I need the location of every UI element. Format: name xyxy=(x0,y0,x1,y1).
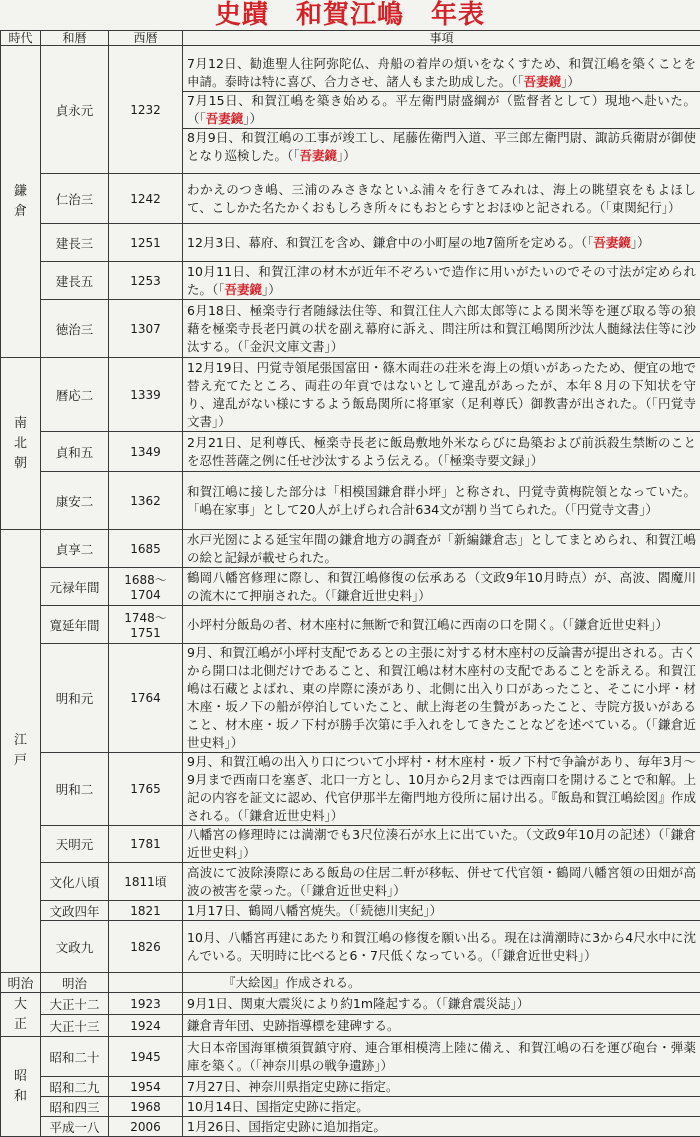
table-row xyxy=(1,174,700,224)
event-entry: わかえのつき嶋、三浦のみさきなといふ浦々を行きてみれは、海上の眺望哀をもよほして、こしかた名たかくおもしろき所々にもおとらすとおほゆと記される。（「東関紀行」） xyxy=(187,181,696,217)
table-row xyxy=(1,530,700,568)
year-cell: 1349 xyxy=(109,432,183,472)
header-era: 和暦 xyxy=(41,31,109,46)
year-cell: 1781 xyxy=(109,826,183,863)
table-row xyxy=(1,262,700,300)
period-label: 南北朝 xyxy=(13,414,29,474)
era-cell: 文化八頃 xyxy=(41,863,109,901)
year-cell: 1253 xyxy=(109,262,183,300)
event-cell xyxy=(183,921,700,973)
header-event: 事項 xyxy=(183,31,700,46)
event-cell xyxy=(183,1015,700,1037)
period-label: 江戸 xyxy=(13,731,29,771)
table-row xyxy=(1,224,700,262)
event-entry: 7月12日、勧進聖人往阿弥陀仏、舟船の着岸の煩いをなくすため、和賀江嶋を築くことを申請。泰時は特に喜び、合力させ、諸人もまた助成した。（「吾妻鏡」） xyxy=(187,55,696,91)
era-cell: 寛延年間 xyxy=(41,606,109,644)
event-cell xyxy=(183,1037,700,1077)
source-citation: 吾妻鏡 xyxy=(206,111,244,126)
event-entry: 7月27日、神奈川県指定史跡に指定。 xyxy=(187,1078,696,1096)
event-entry: 小坪村分飯島の者、材木座村に無断で和賀江嶋に西南の口を開く。（「鎌倉近世史料」） xyxy=(187,616,696,634)
table-row xyxy=(1,432,700,472)
era-cell: 昭和二九 xyxy=(41,1077,109,1097)
era-cell: 貞享二 xyxy=(41,530,109,568)
table-row xyxy=(1,826,700,863)
table-row xyxy=(1,863,700,901)
table-row xyxy=(1,753,700,826)
era-cell: 平成一八 xyxy=(41,1117,109,1137)
source-citation: 吾妻鏡 xyxy=(593,235,631,250)
source-citation: 吾妻鏡 xyxy=(300,148,338,163)
year-cell: 1362 xyxy=(109,472,183,530)
year-cell: 1765 xyxy=(109,753,183,826)
event-cell xyxy=(183,432,700,472)
table-row xyxy=(1,921,700,973)
event-cell xyxy=(183,46,700,174)
page-title: 史蹟 和賀江嶋 年表 xyxy=(0,0,700,30)
table-row xyxy=(1,472,700,530)
era-cell: 元禄年間 xyxy=(41,568,109,606)
event-entry: 9月、和賀江嶋の出入り口について小坪村・材木座村・坂ノ下村で争論があり、毎年3月～9月まで西南口を塞ぎ、北口一方とし、10月から2月までは西南口を開けることで和解。上記の内容を証文に認め、代官伊那半左衛門地方役所に届け出る。『飯島和賀江嶋絵図』作成される。（「鎌倉近世史料」） xyxy=(187,753,696,825)
era-cell: 天明元 xyxy=(41,826,109,863)
event-cell xyxy=(183,358,700,432)
period-cell xyxy=(1,993,41,1037)
year-cell: 1307 xyxy=(109,300,183,358)
table-row xyxy=(1,46,700,174)
event-entry: 10月14日、国指定史跡に指定。 xyxy=(187,1098,696,1116)
era-cell: 建長三 xyxy=(41,224,109,262)
era-cell: 文政九 xyxy=(41,921,109,973)
event-entry: 12月3日、幕府、和賀江を含め、鎌倉中の小町屋の地7箇所を定める。（「吾妻鏡」） xyxy=(187,234,696,252)
event-entry: 鎌倉青年団、史跡指導標を建碑する。 xyxy=(187,1017,696,1035)
event-entry: 和賀江嶋に接した部分は「相模国鎌倉群小坪」と称され、円覚寺黄梅院領となっていた。「嶋在家事」として20人が上げられ合計634文が割り当てられた。（「円覚寺文書」） xyxy=(187,483,696,519)
period-cell xyxy=(1,973,41,993)
event-entry: 8月9日、和賀江嶋の工事が竣工し、尾藤佐衛門入道、平三郎左衛門尉、諏訪兵衛尉が御使となり巡検した。（「吾妻鏡」） xyxy=(183,128,700,165)
event-entry: 1月26日、国指定史跡に追加指定。 xyxy=(187,1118,696,1136)
year-cell: 1826 xyxy=(109,921,183,973)
year-cell: 1821 xyxy=(109,901,183,921)
era-cell: 大正十二 xyxy=(41,993,109,1015)
table-row xyxy=(1,606,700,644)
era-cell: 貞永元 xyxy=(41,46,109,174)
event-cell xyxy=(183,1077,700,1097)
era-cell: 明和二 xyxy=(41,753,109,826)
table-row xyxy=(1,644,700,753)
period-label: 昭和 xyxy=(13,1067,29,1107)
event-entry: 10月11日、和賀江津の材木が近年不ぞろいで造作に用いがたいのでその寸法が定められた。（「吾妻鏡」） xyxy=(187,263,696,299)
event-entry: 大日本帝国海軍横須賀鎮守府、連合軍相模湾上陸に備え、和賀江嶋の石を運び砲台・弾薬庫を築く。（「神奈川県の戦争遺跡」） xyxy=(187,1039,696,1075)
event-entry: 6月18日、極楽寺行者随縁法住等、和賀江住人六郎太郎等による関米等を運び取る等の狼藉を極楽寺長老円眞の状を副え幕府に訴え、問注所は和賀江嶋関所沙汰人髄縁法住等に沙汰する。（「金沢文庫文書」） xyxy=(187,302,696,356)
year-cell: 1945 xyxy=(109,1037,183,1077)
event-entry: 高波にて波除湊際にある飯島の住居二軒が移転、併せて代官領・鶴岡八幡宮領の田畑が高波の被害を蒙った。（「鎌倉近世史料」） xyxy=(187,864,696,900)
era-cell: 暦応二 xyxy=(41,358,109,432)
event-cell xyxy=(183,863,700,901)
year-cell: 1685 xyxy=(109,530,183,568)
year-cell: 1968 xyxy=(109,1097,183,1117)
table-row xyxy=(1,1117,700,1137)
event-entry: 7月15日、和賀江嶋を築き始める。平左衛門尉盛綱が（監督者として）現地へ赴いた。（「吾妻鏡」） xyxy=(183,91,700,128)
era-cell: 貞和五 xyxy=(41,432,109,472)
period-cell xyxy=(1,46,41,358)
table-row xyxy=(1,1015,700,1037)
event-entry: 八幡宮の修理時には満潮でも3尺位湊石が水上に出ていた。（文政9年10月の記述）（「鎌倉近世史料」） xyxy=(187,826,696,862)
table-row xyxy=(1,358,700,432)
era-cell: 昭和四三 xyxy=(41,1097,109,1117)
event-cell xyxy=(183,1117,700,1137)
chronology-table xyxy=(0,30,700,1137)
header-year: 西暦 xyxy=(109,31,183,46)
event-cell xyxy=(183,826,700,863)
event-cell xyxy=(183,753,700,826)
event-cell xyxy=(183,472,700,530)
event-cell xyxy=(183,530,700,568)
table-row xyxy=(1,1077,700,1097)
year-cell: 1339 xyxy=(109,358,183,432)
year-cell: 1924 xyxy=(109,1015,183,1037)
event-entry: 1月17日、鶴岡八幡宮焼失。（「続徳川実紀」） xyxy=(187,902,696,920)
era-cell: 仁治三 xyxy=(41,174,109,224)
year-cell: 1232 xyxy=(109,46,183,174)
era-cell: 昭和二十 xyxy=(41,1037,109,1077)
era-cell: 建長五 xyxy=(41,262,109,300)
year-cell: 1954 xyxy=(109,1077,183,1097)
period-label: 鎌倉 xyxy=(13,182,29,222)
table-row xyxy=(1,993,700,1015)
year-cell: 1688～1704 xyxy=(109,568,183,606)
source-citation: 吾妻鏡 xyxy=(524,74,562,89)
table-row xyxy=(1,901,700,921)
era-cell: 文政四年 xyxy=(41,901,109,921)
year-cell: 1242 xyxy=(109,174,183,224)
event-entry: 鶴岡八幡宮修理に際し、和賀江嶋修復の伝承ある（文政9年10月時点）が、高波、閻魔川の流木にて押崩された。（「鎌倉近世史料」） xyxy=(187,569,696,605)
table-row xyxy=(1,1037,700,1077)
event-cell xyxy=(183,224,700,262)
year-cell: 1748～1751 xyxy=(109,606,183,644)
period-cell xyxy=(1,358,41,530)
source-citation: 吾妻鏡 xyxy=(225,282,263,297)
table-header-row xyxy=(1,31,700,46)
event-cell xyxy=(183,300,700,358)
year-cell xyxy=(109,973,183,993)
era-cell: 明和元 xyxy=(41,644,109,753)
year-cell: 2006 xyxy=(109,1117,183,1137)
era-cell: 明治 xyxy=(41,973,109,993)
table-row xyxy=(1,973,700,993)
period-label: 明治 xyxy=(7,977,33,992)
event-entry: 10月、八幡宮再建にあたり和賀江嶋の修復を願い出る。現在は満潮時に3から4尺水中に沈んでいる。天明時に比べると6・7尺低くなっている。（「鎌倉近世史料」） xyxy=(187,929,696,965)
era-cell: 康安二 xyxy=(41,472,109,530)
period-cell xyxy=(1,1037,41,1137)
year-cell: 1923 xyxy=(109,993,183,1015)
event-entry: 2月21日、足利尊氏、極楽寺長老に飯島敷地外米ならびに島築および前浜殺生禁断のことを忍性菩薩之例に任せ沙汰するよう伝える。（「極楽寺要文録」） xyxy=(187,434,696,470)
event-cell xyxy=(183,606,700,644)
event-cell xyxy=(183,174,700,224)
header-period: 時代 xyxy=(1,31,41,46)
event-cell xyxy=(183,262,700,300)
event-cell xyxy=(183,568,700,606)
event-entry: 『大絵図』作成される。 xyxy=(223,974,696,992)
year-cell: 1811頃 xyxy=(109,863,183,901)
year-cell: 1764 xyxy=(109,644,183,753)
table-row xyxy=(1,300,700,358)
table-row xyxy=(1,568,700,606)
period-cell xyxy=(1,530,41,973)
event-cell xyxy=(183,973,700,993)
event-entry: 9月1日、関東大震災により約1m隆起する。（「鎌倉震災誌」） xyxy=(187,995,696,1013)
era-cell: 徳治三 xyxy=(41,300,109,358)
event-entry: 9月、和賀江嶋が小坪村支配であるとの主張に対する材木座村の反論書が提出される。古くから開口は北側だけであること、和賀江嶋は材木座村の支配であることを訴える。和賀江嶋は石藏とよばれ、東の岸際に湊があり、北側に出入り口があったこと、そこに小坪・材木座・坂ノ下の船が停泊していたこと、献上海老の生贄があったこと、寺院方扱いがあること、材木座・坂ノ下村が勝手次第に手入れをしてきたことなどを述べている。（「鎌倉近世史料」） xyxy=(187,644,696,752)
event-entry: 水戸光圀による延宝年間の鎌倉地方の調査が「新編鎌倉志」としてまとめられ、和賀江嶋の絵と記録が載せられた。 xyxy=(187,531,696,567)
year-cell: 1251 xyxy=(109,224,183,262)
event-entry: 12月19日、円覚寺領尾張国富田・篠木両荘の荘米を海上の煩いがあったため、便宜の地で替え充てたところ、両荘の年貢ではないとして違乱があったが、本年８月の下知状を守り、違乱がない様にするよう飯島関所に将軍家（足利尊氏）御教書が出された。（「円覚寺文書」） xyxy=(187,359,696,431)
event-cell xyxy=(183,901,700,921)
event-cell xyxy=(183,993,700,1015)
event-cell xyxy=(183,644,700,753)
period-label: 大正 xyxy=(13,995,29,1035)
era-cell: 大正十三 xyxy=(41,1015,109,1037)
